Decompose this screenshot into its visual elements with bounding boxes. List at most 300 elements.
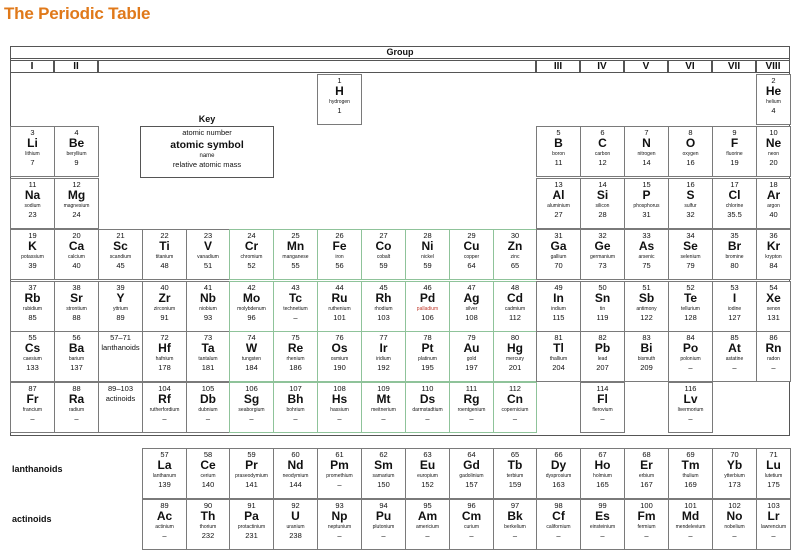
- relative-atomic-mass: 84: [769, 261, 778, 270]
- atomic-symbol: Pr: [245, 458, 258, 472]
- atomic-symbol: Rf: [158, 392, 171, 406]
- atomic-number: 5: [556, 128, 561, 137]
- element-name: actinium: [155, 524, 174, 530]
- element-ds: [405, 382, 450, 433]
- relative-atomic-mass: 184: [245, 363, 258, 372]
- element-name: vanadium: [197, 254, 219, 260]
- relative-atomic-mass: –: [469, 414, 474, 423]
- element-name: phosphorus: [633, 203, 660, 209]
- atomic-symbol: U: [291, 509, 300, 523]
- relative-atomic-mass: 79: [686, 261, 695, 270]
- element-ga: [536, 229, 581, 280]
- element-name: radium: [68, 407, 85, 413]
- relative-atomic-mass: 52: [247, 261, 256, 270]
- atomic-symbol: Yb: [726, 458, 743, 472]
- atomic-symbol: Er: [640, 458, 653, 472]
- atomic-symbol: Cn: [507, 392, 523, 406]
- atomic-number: 109: [377, 384, 390, 393]
- relative-atomic-mass: 89: [116, 313, 125, 322]
- relative-atomic-mass: –: [205, 414, 211, 423]
- element-fl: [580, 382, 625, 433]
- element-n: [624, 126, 669, 177]
- relative-atomic-mass: 23: [28, 210, 37, 219]
- relative-atomic-mass: 55: [291, 261, 300, 270]
- atomic-number: 51: [642, 283, 651, 292]
- relative-atomic-mass: 133: [26, 363, 39, 372]
- relative-atomic-mass: 59: [379, 261, 388, 270]
- element-lv: [668, 382, 713, 433]
- element-name: europium: [417, 473, 438, 479]
- atomic-symbol: Zn: [507, 239, 523, 253]
- element-rf: [142, 382, 187, 433]
- element-name: fluorine: [726, 151, 743, 157]
- atomic-symbol: Rg: [463, 392, 480, 406]
- atomic-symbol: Hs: [331, 392, 348, 406]
- element-ba: [54, 331, 99, 382]
- element-hf: [142, 331, 187, 382]
- relative-atomic-mass: 73: [598, 261, 607, 270]
- element-name: bismuth: [637, 356, 656, 362]
- element-name: hafnium: [155, 356, 174, 362]
- atomic-symbol: Np: [331, 509, 348, 523]
- relative-atomic-mass: 209: [640, 363, 653, 372]
- relative-atomic-mass: –: [162, 414, 167, 423]
- element-name: rhenium: [286, 356, 305, 362]
- atomic-number: 97: [510, 501, 520, 510]
- atomic-number: 22: [160, 231, 169, 240]
- element-name: beryllium: [66, 151, 87, 157]
- relative-atomic-mass: 9: [74, 158, 79, 167]
- element-fm: [624, 499, 669, 550]
- relative-atomic-mass: –: [337, 480, 342, 489]
- element-name: magnesium: [63, 203, 90, 209]
- relative-atomic-mass: –: [771, 531, 776, 540]
- atomic-symbol: Ar: [766, 188, 781, 202]
- relative-atomic-mass: 127: [728, 313, 741, 322]
- atomic-number: 68: [642, 450, 651, 459]
- relative-atomic-mass: 51: [203, 261, 213, 270]
- atomic-symbol: Rh: [375, 291, 392, 305]
- element-sb: [624, 281, 669, 332]
- atomic-symbol: Nb: [200, 291, 216, 305]
- atomic-number: 31: [554, 231, 563, 240]
- element-name: manganese: [282, 254, 309, 260]
- element-name: americium: [415, 524, 440, 530]
- element-ce: [186, 448, 230, 499]
- relative-atomic-mass: 27: [554, 210, 563, 219]
- element-at: [712, 331, 757, 382]
- element-name: caesium: [23, 356, 42, 362]
- element-li: [10, 126, 55, 177]
- element-name: scandium: [109, 254, 132, 260]
- element-name: lutetium: [764, 473, 783, 479]
- atomic-number: 87: [28, 384, 37, 393]
- atomic-symbol: Ta: [201, 341, 215, 355]
- element-name: argon: [767, 203, 780, 209]
- atomic-symbol: Po: [682, 341, 699, 355]
- element-name: selenium: [680, 254, 701, 260]
- atomic-symbol: Db: [200, 392, 216, 406]
- relative-atomic-mass: 141: [245, 480, 258, 489]
- atomic-number: 44: [335, 283, 344, 292]
- relative-atomic-mass: –: [688, 363, 693, 372]
- element-name: antimony: [636, 306, 657, 312]
- element-si: [580, 178, 625, 229]
- atomic-number: 72: [160, 333, 169, 342]
- atomic-number: 39: [116, 283, 125, 292]
- relative-atomic-mass: 12: [598, 158, 607, 167]
- relative-atomic-mass: –: [688, 531, 693, 540]
- atomic-symbol: Pu: [375, 509, 392, 523]
- element-name: strontium: [66, 306, 87, 312]
- element-ca: [54, 229, 99, 280]
- element-name: erbium: [638, 473, 655, 479]
- relative-atomic-mass: –: [732, 531, 737, 540]
- element-name: polonium: [680, 356, 701, 362]
- relative-atomic-mass: 181: [201, 363, 215, 372]
- relative-atomic-mass: –: [600, 414, 605, 423]
- atomic-number: 29: [467, 231, 476, 240]
- atomic-number: 28: [423, 231, 432, 240]
- element-bh: [273, 382, 318, 433]
- atomic-number: 33: [642, 231, 651, 240]
- element-b: [536, 126, 581, 177]
- relative-atomic-mass: 140: [201, 480, 215, 489]
- element-c: [580, 126, 625, 177]
- atomic-symbol: Es: [595, 509, 610, 523]
- element-name: fermium: [637, 524, 656, 530]
- atomic-symbol: At: [728, 341, 741, 355]
- page-title: The Periodic Table: [4, 4, 151, 23]
- element-nb: [186, 281, 230, 332]
- atomic-number: 66: [554, 450, 563, 459]
- atomic-symbol: Cm: [461, 509, 482, 523]
- element-yb: [712, 448, 757, 499]
- relative-atomic-mass: 195: [421, 363, 434, 372]
- atomic-number: 57–71: [110, 333, 131, 342]
- element-se: [668, 229, 713, 280]
- element-name: californium: [546, 524, 571, 530]
- atomic-symbol: Cu: [463, 239, 480, 253]
- atomic-number: 62: [379, 450, 388, 459]
- element-name: calcium: [68, 254, 85, 260]
- relative-atomic-mass: 137: [70, 363, 83, 372]
- relative-atomic-mass: 16: [686, 158, 695, 167]
- element-name: flerovium: [592, 407, 613, 413]
- element-name: rhodium: [374, 306, 393, 312]
- atomic-symbol: Fe: [332, 239, 347, 253]
- atomic-number: 27: [379, 231, 388, 240]
- element-name: yttrium: [113, 306, 128, 312]
- element-pr: [229, 448, 274, 499]
- atomic-number: 21: [116, 231, 125, 240]
- atomic-symbol: B: [554, 136, 563, 150]
- atomic-symbol: Lu: [766, 458, 781, 472]
- element-name: meitnerium: [371, 407, 396, 413]
- atomic-symbol: Ra: [68, 392, 85, 406]
- atomic-number: 15: [642, 180, 651, 189]
- element-eu: [405, 448, 450, 499]
- relative-atomic-mass: 163: [552, 480, 565, 489]
- relative-atomic-mass: 178: [158, 363, 171, 372]
- element-name: dysprosium: [545, 473, 572, 479]
- element-rg: [449, 382, 494, 433]
- element-name: rubidium: [22, 306, 43, 312]
- atomic-number: 84: [686, 333, 695, 342]
- relative-atomic-mass: 64: [467, 261, 476, 270]
- element-pb: [580, 331, 625, 382]
- element-name: technetium: [283, 306, 308, 312]
- relative-atomic-mass: 45: [116, 261, 125, 270]
- atomic-number: 6: [600, 128, 605, 137]
- element-tm: [668, 448, 713, 499]
- relative-atomic-mass: 11: [554, 158, 563, 167]
- relative-atomic-mass: 48: [160, 261, 169, 270]
- relative-atomic-mass: 152: [421, 480, 434, 489]
- atomic-number: 48: [510, 283, 520, 292]
- atomic-number: 7: [644, 128, 649, 137]
- atomic-symbol: Am: [417, 509, 438, 523]
- element-name: osmium: [330, 356, 349, 362]
- atomic-symbol: I: [732, 291, 737, 305]
- relative-atomic-mass: –: [30, 414, 35, 423]
- atomic-number: 64: [467, 450, 476, 459]
- element-be: [54, 126, 99, 177]
- element-name: neodymium: [282, 473, 309, 479]
- group-label-right-0: III: [536, 60, 580, 73]
- element-k: [10, 229, 55, 280]
- atomic-number: 107: [289, 384, 302, 393]
- relative-atomic-mass: 40: [769, 210, 778, 219]
- element-name: einsteinium: [589, 524, 616, 530]
- element-o: [668, 126, 713, 177]
- element-name: thorium: [199, 524, 217, 530]
- atomic-number: 45: [379, 283, 388, 292]
- relative-atomic-mass: 190: [333, 363, 346, 372]
- element-name: protactinium: [237, 524, 266, 530]
- element-name: gallium: [550, 254, 567, 260]
- atomic-symbol: Ba: [68, 341, 85, 355]
- atomic-symbol: Si: [596, 188, 609, 202]
- relative-atomic-mass: 119: [596, 313, 609, 322]
- atomic-number: 102: [728, 501, 741, 510]
- group-label-right-5: VIII: [756, 60, 790, 73]
- atomic-symbol: Au: [463, 341, 480, 355]
- element-er: [624, 448, 669, 499]
- element-sr: [54, 281, 99, 332]
- relative-atomic-mass: 169: [684, 480, 697, 489]
- element-cm: [449, 499, 494, 550]
- element-ne: [756, 126, 791, 177]
- relative-atomic-mass: –: [512, 531, 518, 540]
- atomic-number: 90: [203, 501, 213, 510]
- atomic-symbol: Bk: [507, 509, 523, 523]
- element-name: astatine: [725, 356, 744, 362]
- atomic-number: 18: [769, 180, 778, 189]
- atomic-symbol: Eu: [419, 458, 436, 472]
- element-v: [186, 229, 230, 280]
- element-cn: [493, 382, 537, 433]
- atomic-symbol: Gd: [463, 458, 480, 472]
- atomic-symbol: V: [203, 239, 212, 253]
- atomic-symbol: Tc: [288, 291, 303, 305]
- atomic-number: 81: [554, 333, 563, 342]
- atomic-number: 61: [335, 450, 344, 459]
- atomic-number: 55: [28, 333, 37, 342]
- element-dy: [536, 448, 581, 499]
- atomic-symbol: Ge: [594, 239, 611, 253]
- atomic-symbol: N: [642, 136, 651, 150]
- atomic-number: 110: [421, 384, 434, 393]
- element-w: [229, 331, 274, 382]
- atomic-symbol: Co: [375, 239, 392, 253]
- element-name: rutherfordium: [149, 407, 180, 413]
- atomic-number: 25: [291, 231, 300, 240]
- atomic-number: 89–103: [107, 384, 134, 393]
- element-tc: [273, 281, 318, 332]
- element-name: aluminium: [547, 203, 570, 209]
- element-name: copper: [463, 254, 480, 260]
- atomic-symbol: Cl: [728, 188, 741, 202]
- element-name: dubnium: [198, 407, 218, 413]
- atomic-number: 1: [337, 76, 342, 85]
- atomic-number: 89: [160, 501, 169, 510]
- relative-atomic-mass: –: [74, 414, 79, 423]
- element-sc: [98, 229, 143, 280]
- atomic-symbol: Fm: [637, 509, 656, 523]
- element-pd: [405, 281, 450, 332]
- element-name: palladium: [416, 306, 439, 312]
- atomic-number: 65: [510, 450, 520, 459]
- element-name: silver: [465, 306, 478, 312]
- element-name: germanium: [589, 254, 615, 260]
- relative-atomic-mass: 39: [28, 261, 37, 270]
- element-y: [98, 281, 143, 332]
- element-name: oxygen: [682, 151, 699, 157]
- atomic-number: 3: [30, 128, 35, 137]
- atomic-symbol: Re: [287, 341, 304, 355]
- relative-atomic-mass: 7: [30, 158, 35, 167]
- atomic-symbol: K: [28, 239, 37, 253]
- element-cu: [449, 229, 494, 280]
- relative-atomic-mass: 103: [377, 313, 390, 322]
- element-pu: [361, 499, 406, 550]
- atomic-symbol: In: [553, 291, 564, 305]
- element-name: francium: [22, 407, 43, 413]
- atomic-symbol: Mn: [286, 239, 305, 253]
- element-name: hydrogen: [329, 99, 350, 105]
- atomic-number: 82: [598, 333, 607, 342]
- group-header: Group: [10, 46, 790, 59]
- relative-atomic-mass: –: [381, 531, 386, 540]
- relative-atomic-mass: 157: [465, 480, 478, 489]
- atomic-symbol: Ir: [379, 341, 388, 355]
- atomic-number: 52: [686, 283, 695, 292]
- relative-atomic-mass: –: [644, 531, 649, 540]
- atomic-symbol: Lr: [767, 509, 780, 523]
- relative-atomic-mass: –: [337, 531, 342, 540]
- atomic-symbol: Na: [24, 188, 41, 202]
- element-th: [186, 499, 230, 550]
- element-as: [624, 229, 669, 280]
- atomic-number: 112: [509, 384, 521, 393]
- element-name: hassium: [330, 407, 349, 413]
- element-db: [186, 382, 230, 433]
- atomic-number: 63: [423, 450, 432, 459]
- element-name: neptunium: [327, 524, 352, 530]
- group-label-right-3: VI: [668, 60, 712, 73]
- element-bi: [624, 331, 669, 382]
- atomic-number: 43: [291, 283, 300, 292]
- element-name: xenon: [766, 306, 781, 312]
- key-atomic-symbol: atomic symbol: [170, 139, 244, 151]
- atomic-symbol: Li: [27, 136, 38, 150]
- relative-atomic-mass: 144: [289, 480, 302, 489]
- element-name: potassium: [21, 254, 44, 260]
- atomic-symbol: Mt: [376, 392, 391, 406]
- relative-atomic-mass: –: [600, 531, 605, 540]
- relative-atomic-mass: 165: [596, 480, 609, 489]
- element-pt: [405, 331, 450, 382]
- atomic-number: 10: [769, 128, 778, 137]
- element-ra: [54, 382, 99, 433]
- series-placeholder-actinoids: [98, 382, 143, 433]
- element-name: iridium: [376, 356, 391, 362]
- element-name: livermorium: [677, 407, 704, 413]
- relative-atomic-mass: 112: [509, 313, 521, 322]
- relative-atomic-mass: 56: [335, 261, 344, 270]
- relative-atomic-mass: 131: [767, 313, 780, 322]
- atomic-symbol: Rb: [24, 291, 41, 305]
- element-hs: [317, 382, 362, 433]
- element-ta: [186, 331, 230, 382]
- element-name: radon: [767, 356, 780, 362]
- relative-atomic-mass: 91: [160, 313, 169, 322]
- element-cr: [229, 229, 274, 280]
- atomic-symbol: Tm: [681, 458, 700, 472]
- element-kr: [756, 229, 791, 280]
- group-label-left-1: II: [54, 60, 98, 73]
- relative-atomic-mass: –: [425, 531, 430, 540]
- atomic-number: 77: [379, 333, 388, 342]
- atomic-symbol: S: [686, 188, 695, 202]
- element-name: nitrogen: [637, 151, 656, 157]
- atomic-symbol: Sg: [243, 392, 260, 406]
- element-hg: [493, 331, 537, 382]
- element-name: indium: [551, 306, 566, 312]
- element-name: uranium: [286, 524, 305, 530]
- atomic-symbol: Os: [331, 341, 348, 355]
- series-placeholder-lanthanoids: [98, 331, 143, 382]
- element-name: mendelevium: [675, 524, 706, 530]
- relative-atomic-mass: 139: [158, 480, 171, 489]
- atomic-number: 106: [245, 384, 258, 393]
- atomic-symbol: Cr: [244, 239, 259, 253]
- atomic-symbol: Ni: [421, 239, 434, 253]
- relative-atomic-mass: 40: [72, 261, 81, 270]
- atomic-number: 105: [201, 384, 215, 393]
- group-label-right-2: V: [624, 60, 668, 73]
- element-name: curium: [463, 524, 479, 530]
- element-he: [756, 74, 791, 125]
- atomic-symbol: Ds: [419, 392, 436, 406]
- atomic-symbol: Sm: [374, 458, 393, 472]
- atomic-symbol: Mg: [67, 188, 86, 202]
- element-name: seaborgium: [238, 407, 265, 413]
- relative-atomic-mass: 75: [642, 261, 651, 270]
- atomic-number: 101: [684, 501, 697, 510]
- relative-atomic-mass: –: [337, 414, 342, 423]
